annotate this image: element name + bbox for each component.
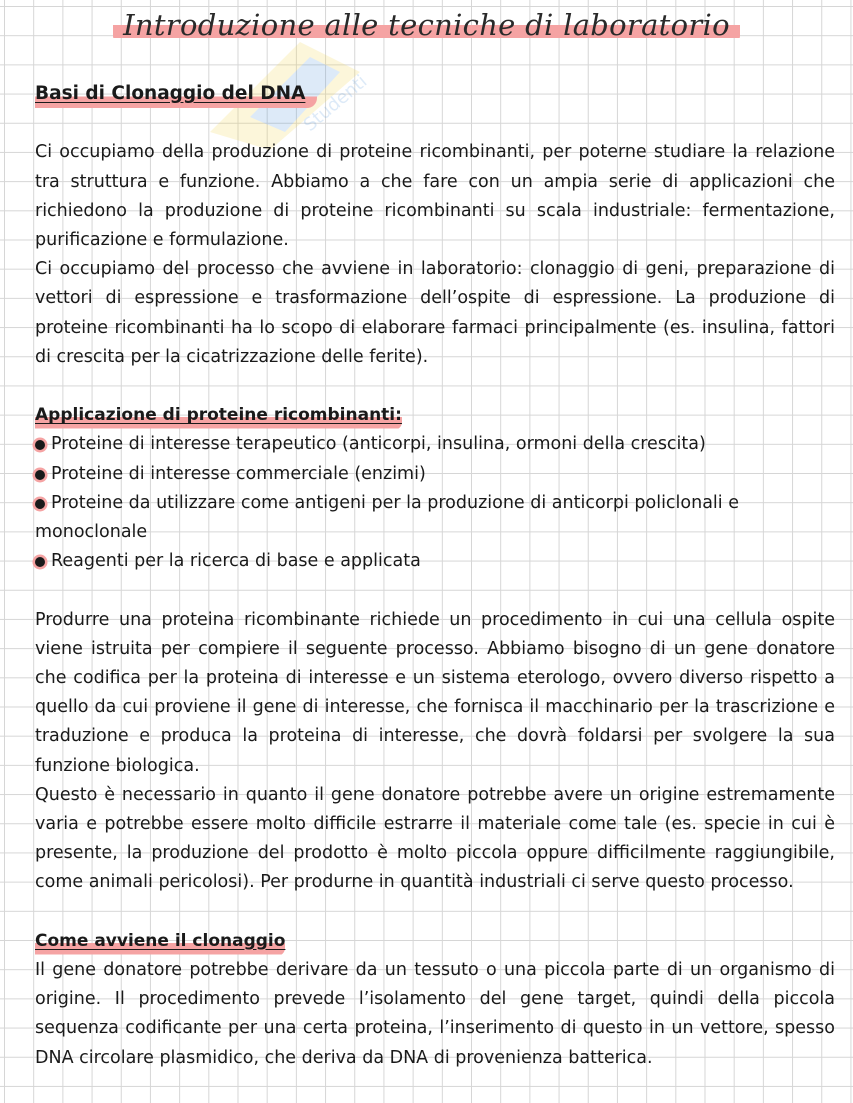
list-item <box>35 547 835 576</box>
section-proteina-ricombinante <box>35 606 835 898</box>
list-item <box>35 460 835 489</box>
section-heading-basi-clonaggio: Basi di Clonaggio del DNA <box>35 79 317 108</box>
paragraph-intro: Ci occupiamo della produzione di proteine ricombinanti, per poterne studiare la relazione tra struttura e funzione. Abbiamo a che fare con un ampia serie di applicazioni che richiedono la produzione di proteine ricombinanti su scala industriale: fermentazione, purificazione e formulazione. <box>35 142 835 250</box>
list-item-text: Proteine di interesse commerciale (enzimi) <box>51 463 426 484</box>
page-title <box>0 8 853 42</box>
section-applicazioni <box>35 401 835 576</box>
paragraph-laboratorio: Ci occupiamo del processo che avviene in laboratorio: clonaggio di geni, preparazione di vettori di espressione e trasformazione dell’ospite di espressione. La produzione di proteine ricombinanti ha lo scopo di elaborare farmaci principalmente (es. insulina, fattori di crescita per la cicatrizzazione delle ferite). <box>35 259 835 367</box>
bullet-icon <box>35 557 45 567</box>
list-item <box>35 489 835 547</box>
paragraph-procedimento: Produrre una proteina ricombinante richiede un procedimento in cui una cellula ospite viene istruita per compiere il seguente processo. Abbiamo bisogno di un gene donatore che codifica per la proteina di interesse e un sistema eterologo, ovvero diverso rispetto a quello da cui proviene il gene di interesse, che fornisca il macchinario per la trascrizione e traduzione e produca la proteina di interesse, che dovrà foldarsi per svolgere la sua funzione biologica. <box>35 609 835 776</box>
bullet-icon <box>35 440 45 450</box>
paragraph-necessita: Questo è necessario in quanto il gene donatore potrebbe avere un origine estremamente varia e potrebbe essere molto difficile estrarre il materiale come tale (es. specie in cui è presente, la produzione del prodotto è molto piccola oppure difficilmente raggiungibile, come animali pericolosi). Per produrne in quantità industriali ci serve questo processo. <box>35 784 835 893</box>
section-basi-clonaggio <box>35 79 835 372</box>
section-come-avviene <box>35 927 835 1073</box>
section-heading-come-avviene: Come avviene il clonaggio <box>35 927 285 956</box>
list-item <box>35 430 835 459</box>
bullet-icon <box>35 499 45 509</box>
bullet-icon <box>35 470 45 480</box>
page-title-text: Introduzione alle tecniche di laboratorio <box>113 8 740 42</box>
document-body <box>35 79 835 1073</box>
applications-list <box>35 430 835 576</box>
watermark-text: Studenti <box>299 70 372 136</box>
section-heading-applicazioni: Applicazione di proteine ricombinanti: <box>35 401 402 430</box>
list-item-text: Proteine di interesse terapeutico (anticorpi, insulina, ormoni della crescita) <box>51 434 706 455</box>
paragraph-gene-donatore: Il gene donatore potrebbe derivare da un tessuto o una piccola parte di un organismo di origine. Il procedimento prevede l’isolamento del gene target, quindi della piccola sequenza codificante per una certa proteina, l’inserimento di questo in un vettore, spesso DNA circolare plasmidico, che deriva da DNA di provenienza batterica. <box>35 960 835 1068</box>
list-item-text: Proteine da utilizzare come antigeni per la produzione di anticorpi policlonali e monoclonale <box>35 492 739 543</box>
list-item-text: Reagenti per la ricerca di base e applicata <box>51 551 421 572</box>
